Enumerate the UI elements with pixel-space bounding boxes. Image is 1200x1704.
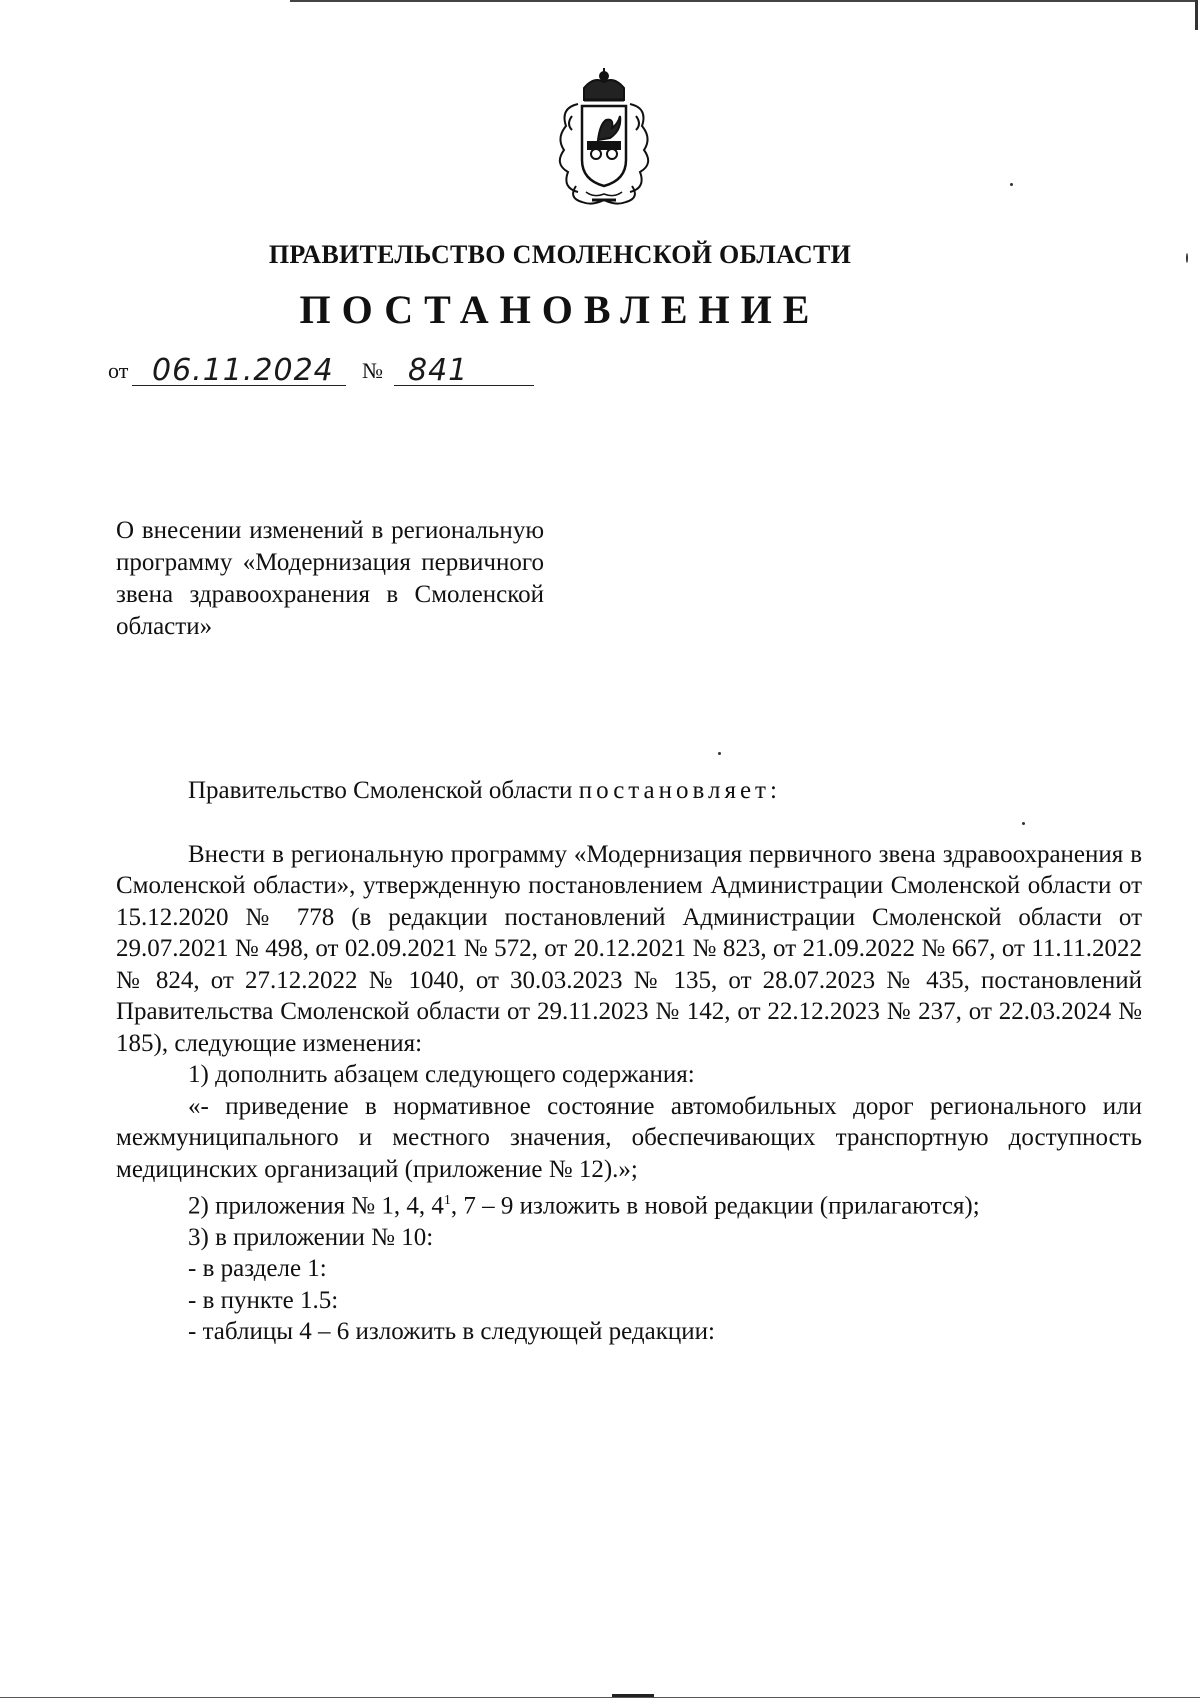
list-item-3-b: - в пункте 1.5: (188, 1286, 339, 1314)
list-item-2 (116, 1185, 1142, 1222)
document-type-title: ПОСТАНОВЛЕНИЕ (299, 287, 821, 332)
handwritten-date: 06.11.2024 (152, 353, 334, 388)
scan-bottom-mark (612, 1694, 654, 1697)
document-body (116, 775, 1142, 1348)
date-number-line (108, 352, 548, 392)
list-item-2-tail: , 7 – 9 изложить в новой редакции (прилагаются); (450, 1192, 980, 1220)
handwritten-number: 841 (408, 353, 469, 388)
list-item-3: 3) в приложении № 10: (188, 1223, 434, 1251)
list-item-1-quote: «- приведение в нормативное состояние автомобильных дорог регионального или межмуниципального и местного значения, обеспечивающих транспортную доступность медицинских организаций (приложение № 12).»; (116, 1092, 1142, 1183)
list-item-3-c: - таблицы 4 – 6 изложить в следующей редакции: (188, 1318, 715, 1346)
number-label: № (362, 358, 383, 383)
preamble-tail: : (769, 777, 777, 804)
scan-speck (1186, 253, 1188, 263)
scan-speck (1010, 183, 1013, 186)
scan-speck (718, 752, 721, 755)
list-item-1: 1) дополнить абзацем следующего содержания: (188, 1061, 695, 1088)
date-label: от (108, 358, 129, 383)
government-name: ПРАВИТЕЛЬСТВО СМОЛЕНСКОЙ ОБЛАСТИ (268, 240, 852, 269)
list-item-2-text: 2) приложения № 1, 4, 4 (188, 1192, 444, 1220)
list-item-3-a: - в разделе 1: (188, 1255, 327, 1283)
preamble (116, 775, 1142, 807)
document-subject: О внесении изменений в региональную программу «Модернизация первичного звена здравоохранения в Смоленской области» (116, 517, 544, 640)
main-paragraph: Внести в региональную программу «Модернизация первичного звена здравоохранения в Смоленской области», утвержденную постановлением Администрации Смоленской области от 15.12.2020 № 778 (в редакции постановлений Администрации Смоленской области от 29.07.2021 № 498, от 02.09.2021 № 572, от 20.12.2021 № 823, от 21.09.2022 № 667, от 11.11.2022 № 824, от 27.12.2022 № 1040, от 30.03.2023 № 135, от 28.07.2023 № 435, постановлений Правительства Смоленской области от 29.11.2023 № 142, от 22.12.2023 № 237, от 22.03.2024 № 185), следующие изменения: (116, 840, 1142, 1057)
preamble-lead: Правительство Смоленской области (188, 777, 579, 804)
coat-of-arms-emblem (548, 68, 660, 208)
preamble-decree-word: постановляет (578, 777, 770, 804)
scan-top-edge (290, 0, 1195, 2)
list-item-2-superscript: 1 (443, 1193, 451, 1208)
scan-right-edge (1195, 0, 1198, 30)
scan-bottom-edge (0, 1697, 1200, 1698)
